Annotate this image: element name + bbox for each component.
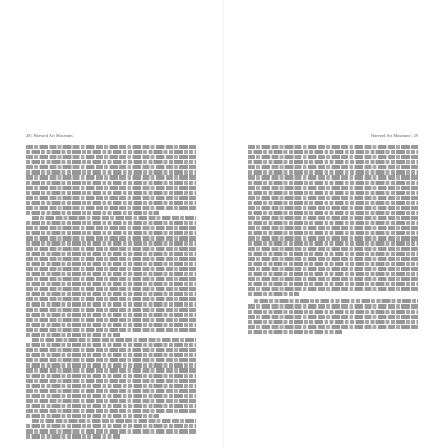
left-text-column [26,145,196,440]
text-line [26,186,196,190]
text-line [26,368,196,372]
text-line [26,384,196,388]
text-line [248,262,418,266]
text-line [26,394,196,398]
text-line [26,160,196,164]
text-line [26,353,196,357]
text-line [248,221,418,225]
text-line [248,287,418,291]
right-text-column [248,145,418,335]
text-line [248,201,418,205]
text-line [26,175,196,179]
text-line [26,434,120,438]
text-line [26,267,196,271]
text-line [248,191,418,195]
text-line [26,313,196,317]
text-line [26,287,196,291]
text-line [32,216,196,220]
text-line [26,308,196,312]
text-line [26,196,196,200]
text-line [26,247,196,251]
right-page [224,0,448,448]
text-line [26,292,196,296]
text-line [248,241,418,245]
text-line [248,330,342,334]
left-running-head: 28 | Harvard Art Museums [26,133,73,138]
text-line [26,221,196,225]
text-line [248,304,418,308]
text-line [26,257,196,261]
text-line [248,186,418,190]
text-line [26,181,196,185]
text-line [26,358,196,362]
text-line [248,325,418,329]
text-line [26,165,196,169]
right-running-head: Harvard Art Museums | 29 [371,133,418,138]
text-line [26,211,159,215]
text-line [248,231,418,235]
text-line [248,165,418,169]
text-line [248,282,418,286]
text-line [26,282,196,286]
text-line [32,338,196,342]
text-line [26,389,196,393]
text-line [26,150,196,154]
text-line [248,236,418,240]
text-line [26,277,196,281]
text-line [26,379,196,383]
text-line [26,297,196,301]
text-line [26,414,159,418]
text-line [26,328,196,332]
text-line [248,211,418,215]
text-line [26,409,196,413]
text-line [248,155,418,159]
text-line [254,299,418,303]
text-line [26,424,196,428]
text-line [26,404,196,408]
text-line [32,419,196,423]
text-line [26,333,120,337]
text-line [248,175,418,179]
text-line [248,252,418,256]
text-line [26,252,196,256]
text-line [248,257,418,261]
text-line [248,206,418,210]
text-line [248,267,418,271]
text-line [248,150,418,154]
text-line [248,216,418,220]
text-line [26,343,196,347]
text-line [248,277,418,281]
text-line [248,226,418,230]
text-line [26,399,196,403]
text-line [248,310,418,314]
text-line [26,226,196,230]
text-line [26,191,196,195]
text-line [248,160,418,164]
text-line [248,247,418,251]
text-line [26,262,196,266]
text-line [248,181,418,185]
text-line [26,318,196,322]
text-line [26,429,196,433]
text-line [248,292,299,296]
text-line [26,241,196,245]
text-line [26,236,196,240]
text-line [26,323,196,327]
text-line [248,170,418,174]
text-line [248,315,418,319]
text-line [26,302,196,306]
text-line [26,374,196,378]
text-line [248,196,418,200]
text-line [26,363,196,367]
text-line [26,155,196,159]
text-line [26,145,196,149]
text-line [26,206,196,210]
text-line [248,320,418,324]
text-line [26,201,196,205]
text-line [26,272,196,276]
text-line [248,145,418,149]
text-line [248,272,418,276]
text-line [26,348,196,352]
text-line [26,170,196,174]
text-line [26,231,196,235]
